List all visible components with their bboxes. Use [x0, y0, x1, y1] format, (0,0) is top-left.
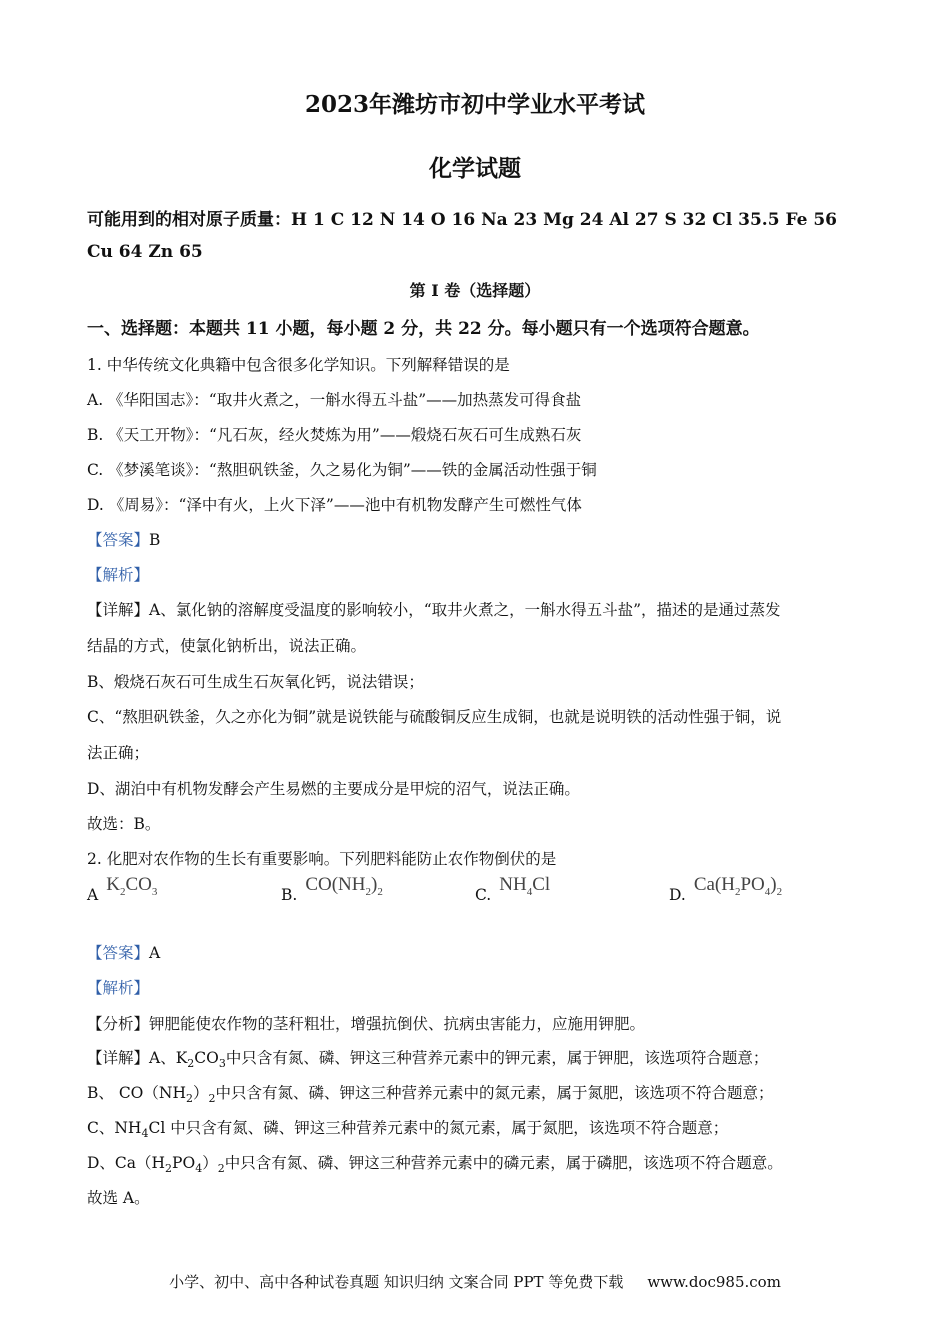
q1-option-d: D. 《周易》：“泽中有火，上火下泽”——池中有机物发酵产生可燃性气体	[87, 496, 582, 514]
q1-detail-line	[87, 598, 781, 620]
footer-url-link[interactable]: www.doc985.com	[647, 1273, 781, 1291]
q2-analysis-tag: 【解析】	[87, 979, 150, 997]
q1-option-a: A. 《华阳国志》：“取井火煮之，一斛水得五斗盐”——加热蒸发可得食盐	[87, 391, 582, 409]
q2-option-d	[669, 874, 783, 908]
atomic-mass-label: 可能用到的相对原子质量：	[87, 210, 291, 230]
q1-answer	[87, 528, 160, 550]
q2-stem: 2. 化肥对农作物的生长有重要影响。下列肥料能防止农作物倒伏的是	[87, 850, 557, 868]
q1-detail-line: 结晶的方式，使氯化钠析出，说法正确。	[87, 637, 367, 655]
answer-tag: 【答案】	[87, 944, 150, 962]
answer-tag: 【答案】	[87, 531, 150, 549]
page-footer	[0, 1271, 950, 1292]
q2-answer	[87, 941, 160, 963]
analysis-text: 钾肥能使农作物的茎秆粗壮，增强抗倒伏、抗病虫害能力，应施用钾肥。	[149, 1015, 646, 1033]
detail-text: A、氯化钠的溶解度受温度的影响较小，“取井火煮之，一斛水得五斗盐”，描述的是通过蒸发	[149, 601, 781, 619]
analysis-head-tag: 【分析】	[87, 1015, 150, 1033]
q1-option-c: C. 《梦溪笔谈》：“熬胆矾铁釜，久之易化为铜”——铁的金属活动性强于铜	[87, 461, 597, 479]
option-letter: C.	[475, 886, 492, 904]
q1-analysis-tag: 【解析】	[87, 566, 150, 584]
answer-value: A	[149, 944, 161, 962]
section-title: 一、选择题：本题共 11 小题，每小题 2 分，共 22 分。每小题只有一个选项符合题意。	[87, 319, 760, 339]
option-letter: B.	[281, 886, 298, 904]
q2-detail-a: 【详解】A、$K_2CO_3$中只含有氮、磷、钾这三种营养元素中的钾元素，属于钾肥，该选项符合题意；	[87, 1049, 769, 1071]
volume-title: 第 I 卷（选择题）	[409, 281, 541, 300]
q1-detail-line: 法正确；	[87, 744, 150, 762]
q1-detail-line: D、湖泊中有机物发酵会产生易燃的主要成分是甲烷的沼气，说法正确。	[87, 780, 580, 798]
option-letter: A	[87, 886, 99, 904]
q1-detail-line: C、“熬胆矾铁釜，久之亦化为铜”就是说铁能与硫酸铜反应生成铜，也就是说明铁的活动性强于铜，说	[87, 708, 782, 726]
q1-option-b: B. 《天工开物》：“凡石灰，经火焚炼为用”——煅烧石灰石可生成熟石灰	[87, 426, 582, 444]
formula-urea: $CO(NH_2)_2$	[305, 874, 383, 898]
q1-conclusion: 故选：B。	[87, 815, 161, 833]
q2-detail-d: D、$Ca(H_2PO_4)_2$中只含有氮、磷、钾这三种营养元素中的磷元素，属于磷肥，该选项不符合题意。	[87, 1154, 783, 1176]
q2-option-c	[475, 874, 551, 908]
formula-nh4cl: $NH_4Cl$	[499, 874, 551, 898]
q1-stem: 1. 中华传统文化典籍中包含很多化学知识。下列解释错误的是	[87, 356, 510, 374]
q2-analysis-line	[87, 1012, 645, 1034]
footer-text: 小学、初中、高中各种试卷真题 知识归纳 文案合同 PPT 等免费下载	[169, 1273, 624, 1291]
atomic-mass-line-1	[87, 205, 837, 230]
formula-k2co3: $K_2CO_3$	[106, 874, 158, 898]
exam-title: 2023年潍坊市初中学业水平考试	[304, 91, 645, 118]
q2-conclusion: 故选 A。	[87, 1189, 150, 1207]
formula-ca-h2po4-2: $Ca(H_2PO_4)_2$	[693, 874, 783, 898]
detail-tag: 【详解】	[87, 601, 150, 619]
q2-detail-b: B、 $CO(NH_2)_2$中只含有氮、磷、钾这三种营养元素中的氮元素，属于氮肥，该选项不符合题意；	[87, 1084, 774, 1106]
atomic-mass-line-2: Cu 64 Zn 65	[87, 242, 203, 262]
q2-option-b	[281, 874, 383, 908]
q1-detail-line: B、煅烧石灰石可生成生石灰氧化钙，说法错误；	[87, 673, 424, 691]
exam-subtitle: 化学试题	[429, 155, 521, 182]
option-letter: D.	[669, 886, 686, 904]
atomic-mass-values: H 1 C 12 N 14 O 16 Na 23 Mg 24 Al 27 S 32 Cl 35.5 Fe 56	[291, 210, 838, 230]
q2-detail-c: C、$NH_4Cl$ 中只含有氮、磷、钾这三种营养元素中的氮元素，属于氮肥，该选项不符合题意；	[87, 1119, 729, 1141]
answer-value: B	[149, 531, 161, 549]
q2-option-a	[87, 874, 158, 908]
